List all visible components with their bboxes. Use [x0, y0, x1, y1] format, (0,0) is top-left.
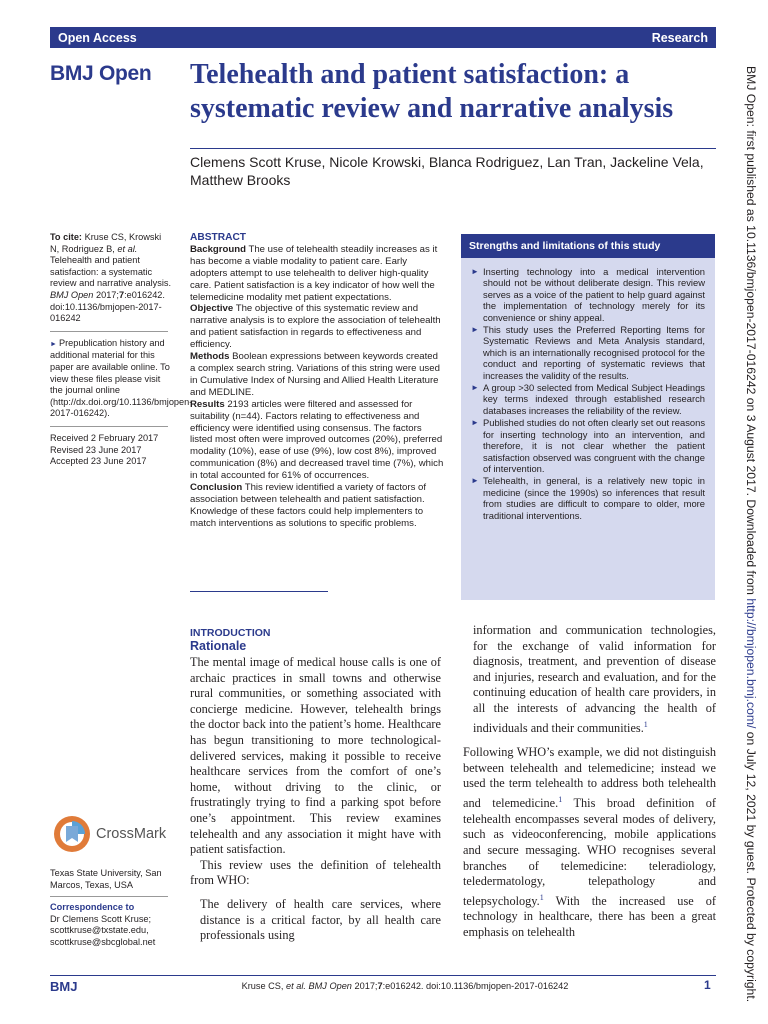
paragraph-text: This broad definition of telehealth encompasses several modes of delivery, such as videoconferencing, mobile applications and secure messaging. WHO recognises several branches of telemedicine: teleradiology, teledermatology, telepathology and telepsychology.	[463, 796, 716, 908]
crossmark-label: CrossMark	[96, 826, 167, 842]
body-column-1	[190, 655, 441, 944]
cite-label: To cite:	[50, 232, 82, 242]
abstract-results	[190, 399, 444, 482]
triangle-bullet-icon: ►	[471, 418, 479, 428]
journal-link[interactable]: http://bmjopen.bmj.com/	[744, 598, 758, 729]
methods-label: Methods	[190, 351, 230, 363]
footer-cite-authors: Kruse CS,	[241, 981, 284, 991]
introduction-heading: INTRODUCTION	[190, 627, 271, 639]
author-list: Clemens Scott Kruse, Nicole Krowski, Blanca Rodriguez, Lan Tran, Jackeline Vela, Matthew Brooks	[190, 154, 704, 188]
conclusion-label: Conclusion	[190, 482, 243, 494]
abstract-conclusion	[190, 482, 444, 530]
prepub-text[interactable]: Prepublication history and additional material for this paper are available online. To view these files please visit the journal online (http://dx.doi.org/10.1136/bmjopen-2017-016242).	[50, 337, 193, 419]
footer-divider	[50, 975, 716, 976]
journal-brand: BMJ Open	[50, 62, 152, 85]
list-item-text: Telehealth, in general, is a relatively new topic in medicine (since the 1990s) so inferences that result from studies are difficult to compare to older, more traditional interventions.	[483, 475, 705, 521]
list-item	[471, 266, 705, 323]
cite-year: 2017;	[95, 289, 119, 300]
footer-cite-volume: 7	[377, 981, 383, 991]
open-access-label: Open Access	[58, 30, 137, 45]
list-item-text: This study uses the Preferred Reporting Items for Systematic Reviews and Meta Analysis standard, which is an internationally recognised protocol for the conduct and reporting of systematic reviews that increases the validity of the results.	[483, 324, 705, 381]
abstract-background	[190, 244, 444, 304]
received-date: Received 2 February 2017	[50, 432, 159, 443]
cite-title: Telehealth and patient satisfaction: a systematic review and narrative analysis.	[50, 255, 172, 289]
download-notice	[744, 66, 758, 1002]
download-notice-text: BMJ Open: first published as 10.1136/bmjopen-2017-016242 on 3 August 2017. Downloaded from	[744, 66, 758, 595]
bmj-logo: BMJ	[50, 979, 78, 994]
abstract-objective	[190, 303, 444, 351]
correspondence-email-2[interactable]: scottkruse@sbcglobal.net	[50, 936, 156, 947]
research-label: Research	[651, 30, 708, 45]
quote-text: information and communication technologies, for the exchange of valid information for diagnosis, treatment, and prevention of disease and injuries, research and evaluation, and for the continuing education of health care providers, in all the interests of advancing the health of individuals and their communities.	[473, 623, 716, 735]
triangle-bullet-icon: ►	[471, 267, 479, 276]
who-quote-part-1: The delivery of health care services, where distance is a critical factor, by all health care professionals using	[200, 896, 441, 943]
correspondence-label: Correspondence to	[50, 902, 135, 913]
results-label: Results	[190, 398, 225, 410]
background-text: The use of telehealth steadily increases as it has become a viable modality to patient care. Early adopters attempt to use telehealth to deliver high-quality care. Patient satisfaction is a key indicator of how well the telemedicine modality met patient expectations.	[190, 243, 438, 303]
prepub-note	[50, 337, 193, 420]
list-item	[471, 417, 705, 474]
footer-cite-journal: et al. BMJ Open	[286, 981, 352, 991]
list-item-text: Inserting technology into a medical intervention should not be without deliberate design. This review serves as a voice of the patient to help guard against the implementation of technology merely for its convenience or shiny appeal.	[483, 266, 705, 323]
crossmark-badge[interactable]	[52, 812, 172, 856]
reference-1[interactable]: 1	[643, 719, 648, 729]
divider	[50, 896, 168, 897]
accepted-date: Accepted 23 June 2017	[50, 456, 147, 467]
reference-1[interactable]: 1	[539, 892, 544, 902]
abstract-heading: ABSTRACT	[190, 232, 247, 243]
divider	[50, 426, 168, 427]
paragraph-text: With the increased use of technology in healthcare, there has been a great emphasis on telehealth	[463, 893, 716, 939]
who-quote-part-2	[463, 623, 716, 736]
article-title: Telehealth and patient satisfaction: a systematic review and narrative analysis	[190, 59, 674, 124]
list-item	[471, 324, 705, 381]
affiliation: Texas State University, San Marcos, Texas, USA	[50, 868, 162, 890]
cite-journal: BMJ Open	[50, 289, 94, 300]
objective-text: The objective of this systematic review and narrative analysis is to explore the association of telehealth and patient satisfaction in regards to effectiveness and efficiency.	[190, 303, 441, 351]
cite-doi: :e016242. doi:10.1136/bmjopen-2017-016242	[50, 289, 165, 324]
triangle-bullet-icon: ►	[471, 325, 479, 335]
citation-block	[50, 232, 193, 468]
correspondence-email-1[interactable]: scottkruse@txstate.edu,	[50, 925, 149, 936]
list-item-text: Published studies do not often clearly set out reasons for inserting technology into an intervention, and therefore, it is not clear whether the patient satisfaction observed was congruent with the change of intervention.	[483, 417, 706, 474]
footer-cite-doi: :e016242. doi:10.1136/bmjopen-2017-016242	[382, 981, 569, 991]
how-to-cite	[50, 232, 172, 325]
triangle-bullet-icon: ►	[50, 340, 57, 348]
divider	[50, 331, 168, 332]
triangle-bullet-icon: ►	[471, 476, 479, 486]
cite-etal: et al.	[117, 243, 138, 254]
abstract-methods	[190, 351, 444, 399]
abstract-divider	[190, 591, 328, 592]
background-label: Background	[190, 243, 246, 255]
objective-label: Objective	[190, 303, 234, 315]
footer-cite-year: 2017;	[354, 981, 378, 991]
top-bar	[50, 27, 716, 48]
abstract	[190, 232, 444, 530]
list-item	[471, 382, 705, 416]
reference-1[interactable]: 1	[558, 795, 563, 805]
body-column-2	[463, 623, 716, 941]
paragraph	[463, 745, 716, 940]
strengths-list	[461, 258, 715, 521]
conclusion-text: This review identified a variety of factors of association between telehealth and patient satisfaction. Knowledge of these factors could help implementers to match interventions as solutions to specific problems.	[190, 482, 427, 529]
strengths-heading: Strengths and limitations of this study	[461, 234, 715, 258]
rationale-heading: Rationale	[190, 639, 247, 653]
paragraph-text: Following WHO’s example, we did not distinguish between telehealth and telemedicine; instead we used the term telehealth to address both telehealth and telemedicine.	[463, 745, 716, 811]
results-text: 2193 articles were filtered and assessed for suitability (n=44). Factors relating to effectiveness and efficiency were identified using consensus. The factors listed most often were improved outcomes (20%), preferred modality (10%), ease of use (9%), low cost 8%), improved communication (8%) and decreased travel time (7%), which in total accounted for 61% of occurrences.	[190, 398, 444, 482]
revised-date: Revised 23 June 2017	[50, 444, 142, 455]
correspondence-name: Dr Clemens Scott Kruse;	[50, 913, 152, 924]
cite-volume: 7	[118, 289, 125, 300]
paragraph: The mental image of medical house calls is one of archaic practices in small towns and otherwise rural communities, or something associated with concierge medicine. However, telehealth brings the doctor back into the patient’s home. Healthcare has begun transitioning to more technological-delivered services, making it possible to receive healthcare services from the comfort of one’s home, without driving to the clinic, or frustratingly trying to find a parking spot before one’s appointment. This review examines telehealth and any association it might have with patient satisfaction.	[190, 655, 441, 857]
triangle-bullet-icon: ►	[471, 383, 479, 393]
crossmark-icon	[52, 814, 92, 854]
copyright-notice-text: on July 12, 2021 by guest. Protected by copyright.	[744, 731, 758, 1003]
cite-authors: Kruse CS, Krowski N, Rodriguez B,	[50, 232, 162, 254]
list-item-text: A group >30 selected from Medical Subject Headings key terms indexed through established research databases increases the reliability of the review.	[483, 382, 705, 416]
strengths-limitations-box	[461, 234, 715, 600]
paragraph: This review uses the definition of telehealth from WHO:	[190, 857, 441, 888]
affiliation-block	[50, 868, 172, 949]
page-number: 1	[704, 978, 711, 992]
title-divider	[190, 148, 716, 149]
list-item	[471, 475, 705, 521]
methods-text: Boolean expressions between keywords created a complex search string. Variations of this string were used in Cumulative Index of Nursing and Allied Health Literature and MEDLINE.	[190, 351, 440, 398]
footer-citation	[190, 981, 620, 991]
